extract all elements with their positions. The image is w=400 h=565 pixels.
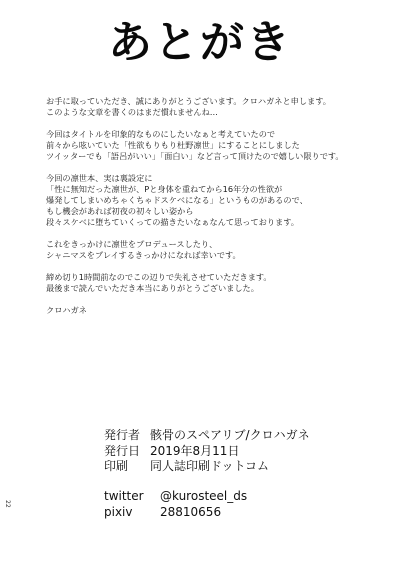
author-name: クロハガネ [46,305,87,315]
social-row-pixiv [104,504,384,520]
text-line: 今回はタイトルを印象的なものにしたいなぁと考えていたので [46,129,276,139]
text-line: 前々から呟いていた「性欲もりもり杜野凛世」にすることにしました [46,140,300,150]
colophon-row-printer [104,459,384,475]
colophon-key: 印刷 [104,459,129,473]
text-line: このような文章を書くのはまだ慣れませんね… [46,107,218,117]
colophon-row-publisher [104,428,384,444]
page-title: あとがき [108,17,292,68]
social-key: twitter [104,489,144,503]
colophon-key: 発行日 [104,443,141,458]
text-line: もし機会があれば初夜の初々しい姿から [46,206,194,216]
paragraph-closing [46,272,376,294]
text-line: 締め切り1時間前なのでこの辺りで失礼させていただきます。 [46,272,272,282]
text-line: 今回の凛世本、実は裏設定に [46,173,153,183]
paragraph-title-note [46,129,376,162]
colophon-row-date [104,444,384,460]
colophon [104,428,384,475]
afterword-body [46,96,376,327]
social-value: @kurosteel_ds [160,489,248,503]
colophon-value: 同人誌印刷ドットコム [150,459,270,473]
colophon-key: 発行者 [104,428,141,442]
paragraph-setting [46,173,376,228]
text-line: これをきっかけに凛世をプロデュースしたり、 [46,239,218,249]
text-line: 爆発してしまいめちゃくちゃドスケベになる」というものがあるので、 [46,195,308,205]
colophon-value: 骸骨のスペアリブ/クロハガネ [150,428,310,442]
signature [46,305,376,316]
page-number: 22 [4,500,11,508]
text-line: お手に取っていただき、誠にありがとうございます。クロハガネと申します。 [46,96,331,106]
paragraph-greeting [46,96,376,118]
text-line: 最後まで読んでいただき本当にありがとうございました。 [46,283,259,293]
text-line: 「性に無知だった凛世が、Pと身体を重ねてから16年分の性欲が [46,184,283,194]
paragraph-produce [46,239,376,261]
social-links [104,488,384,520]
social-key: pixiv [104,505,133,519]
text-line: シャニマスをプレイするきっかけになれば幸いです。 [46,250,241,260]
social-row-twitter [104,488,384,504]
social-value: 28810656 [160,505,222,519]
text-line: ツイッターでも「語呂がいい」「面白い」など言って頂けたので嬉しい限りです。 [46,151,344,161]
colophon-value: 2019年8月11日 [150,443,240,458]
text-line: 段々スケベに堕ちていくっての描きたいなぁなんて思っております。 [46,217,299,227]
